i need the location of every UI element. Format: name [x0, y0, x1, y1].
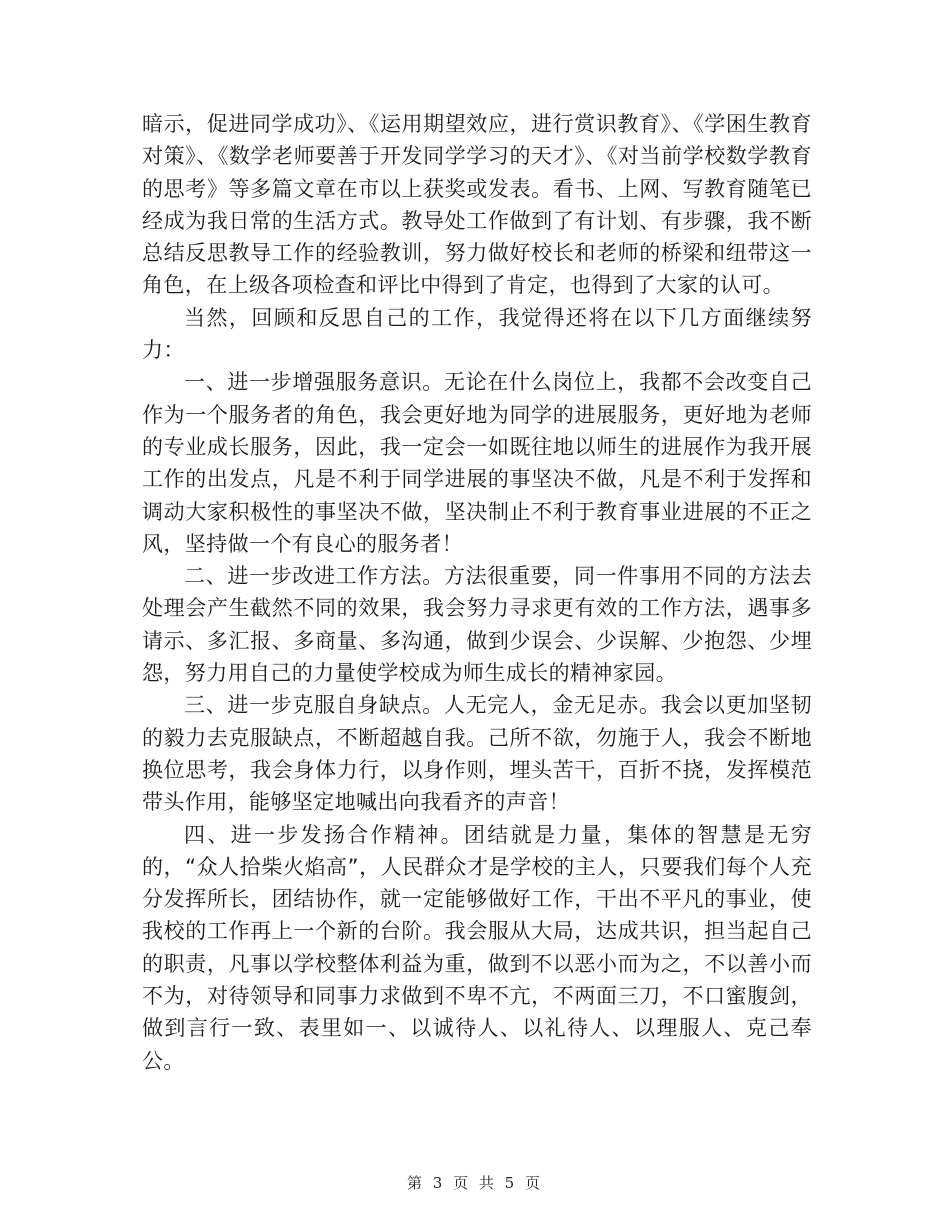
paragraph: 当然，回顾和反思自己的工作，我觉得还将在以下几方面继续努力：: [142, 305, 812, 363]
paragraph: 三、进一步克服自身缺点。人无完人，金无足赤。我会以更加坚韧的毅力去克服缺点，不断超越自我。己所不欲，勿施于人，我会不断地换位思考，我会身体力行，以身作则，埋头苦干，百折不挠，发挥模范带头作用，能够坚定地喊出向我看齐的声音！: [142, 693, 812, 815]
paragraph: 一、进一步增强服务意识。无论在什么岗位上，我都不会改变自己作为一个服务者的角色，我会更好地为同学的进展服务，更好地为老师的专业成长服务，因此，我一定会一如既往地以师生的进展作为我开展工作的出发点，凡是不利于同学进展的事坚决不做，凡是不利于发挥和调动大家积极性的事坚决不做，坚决制止不利于教育事业进展的不正之风，坚持做一个有良心的服务者！: [142, 370, 812, 556]
paragraph: 暗示，促进同学成功》、《运用期望效应，进行赏识教育》、《学困生教育对策》、《数学老师要善于开发同学学习的天才》、《对当前学校数学教育的思考》等多篇文章在市以上获奖或发表。看书、上网、写教育随笔已经成为我日常的生活方式。教导处工作做到了有计划、有步骤，我不断总结反思教导工作的经验教训，努力做好校长和老师的桥梁和纽带这一角色，在上级各项检查和评比中得到了肯定，也得到了大家的认可。: [142, 112, 812, 298]
document-body: [142, 108, 812, 1077]
paragraph: 二、进一步改进工作方法。方法很重要，同一件事用不同的方法去处理会产生截然不同的效果，我会努力寻求更有效的工作方法，遇事多请示、多汇报、多商量、多沟通，做到少误会、少误解、少抱怨、少埋怨，努力用自己的力量使学校成为师生成长的精神家园。: [142, 564, 812, 686]
paragraph: 四、进一步发扬合作精神。团结就是力量，集体的智慧是无穷的，“众人拾柴火焰高”，人民群众才是学校的主人，只要我们每个人充分发挥所长，团结协作，就一定能够做好工作，干出不平凡的事业，使我校的工作再上一个新的台阶。我会服从大局，达成共识，担当起自己的职责，凡事以学校整体利益为重，做到不以恶小而为之，不以善小而不为，对待领导和同事力求做到不卑不亢，不两面三刀，不口蜜腹剑，做到言行一致、表里如一、以诚待人、以礼待人、以理服人、克己奉公。: [142, 822, 812, 1073]
page-footer: 第 3 页 共 5 页: [407, 1174, 543, 1192]
